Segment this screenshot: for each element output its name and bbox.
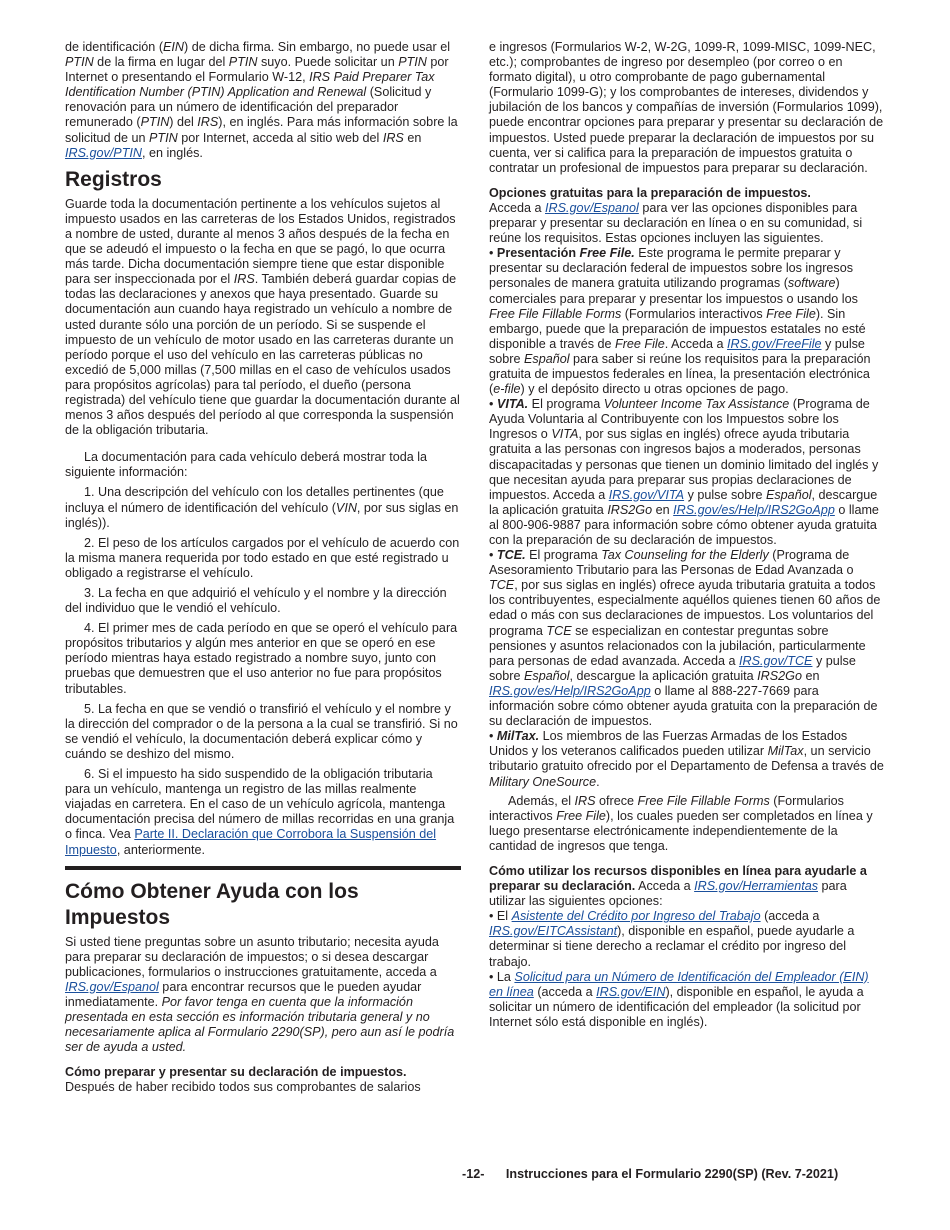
text-run: MilTax [767, 744, 804, 759]
bullet-item [489, 729, 885, 789]
link[interactable]: IRS.gov/EITCAssistant [489, 924, 618, 939]
text-run: de identificación ( [65, 40, 164, 54]
text-run: , por sus siglas en inglés) ofrece ayuda tributaria gratuita a las personas con ingresos bajos a moderados, personas discapacitadas y personas que tienen un dominio limitado del inglés y que necesitan ayuda para preparar sus propias declaraciones de impuestos. Acceda a [489, 427, 879, 502]
text-run: y pulse sobre [684, 487, 766, 502]
text-run: para ver las opciones disponibles para preparar y presentar su declaración en línea o en su comunidad, si reúne los requisitos. Estas opciones incluyen las siguientes. [489, 200, 863, 246]
ayuda-paragraph [65, 935, 461, 1056]
text-run: . [596, 774, 600, 789]
link[interactable]: IRS.gov/PTIN [65, 145, 142, 160]
opciones-paragraph [489, 186, 885, 246]
text-run: , en inglés. [141, 145, 203, 160]
text-run: • La [489, 969, 515, 984]
text-run: ) de dicha firma. Sin embargo, no puede usar el [184, 40, 451, 54]
text-run: IRS [574, 793, 596, 808]
tool-item [489, 909, 885, 969]
text-run: PTIN [149, 130, 178, 145]
list-item [65, 621, 461, 696]
text-run: TCE [546, 623, 572, 638]
text-run: Cómo utilizar los recursos disponibles en línea para ayudarle a preparar su declaración. [489, 863, 867, 894]
link[interactable]: IRS.gov/EIN [596, 984, 666, 999]
text-run: para utilizar las siguientes opciones: [489, 879, 847, 909]
left-column [65, 40, 461, 1096]
ayuda-heading: Cómo Obtener Ayuda con los Impuestos [65, 879, 359, 929]
text-run: VITA [551, 427, 579, 442]
text-run: en [652, 502, 674, 517]
text-run: ) comerciales para preparar y presentar los impuestos o usando los [489, 276, 858, 306]
text-run: VITA. [496, 397, 529, 412]
text-run: Volunteer Income Tax Assistance [603, 397, 790, 412]
text-run: • [489, 729, 497, 744]
list-item [65, 767, 461, 858]
text-run: (Programa de Asesoramiento Tributario para las Personas de Edad Avanzada o [489, 548, 854, 578]
link[interactable]: IRS.gov/Espanol [65, 979, 159, 994]
link[interactable]: IRS.gov/TCE [738, 653, 813, 668]
text-run: Por favor tenga en cuenta que la información presentada en esta sección es información tributaria general y no necesariamente aplica al Formulario 2290(SP), pero aun así le podría ser de ayuda a usted. [65, 994, 455, 1055]
text-run: 2. El peso de los artículos cargados por el vehículo de acuerdo con la misma manera requerida por todo estado en que esté registrado u obligado a registrarse el vehículo. [65, 535, 460, 580]
intro-paragraph [65, 40, 461, 161]
ademas-paragraph [489, 794, 885, 854]
recursos-paragraph [489, 864, 885, 909]
text-run: IRS2Go [757, 668, 802, 683]
text-run: 5. La fecha en que se vendió o transfirió el vehículo y el nombre y la dirección del comprador o de la persona a la cual se transfirió. Si no se vendió el vehículo, la documentación deberá explicar cómo y cuándo se deshizo del mismo. [65, 701, 458, 761]
text-run: IRS2Go [607, 502, 653, 517]
text-run: ofrece [595, 793, 638, 808]
text-run: Free File [766, 306, 816, 321]
text-run: (Formularios interactivos [489, 793, 844, 823]
text-run: (acceda a [533, 984, 597, 999]
text-run: IRS [382, 130, 404, 145]
text-run: La documentación para cada vehículo deberá mostrar toda la siguiente información: [65, 450, 428, 480]
text-run: 6. Si el impuesto ha sido suspendido de la obligación tributaria para un vehículo, mantenga un registro de las millas realmente viajadas en carretera. En el caso de un vehículo agrícola, mantenga documentación precisa del número de millas recorridas en una granja o finca. Vea [65, 767, 455, 842]
text-run: y pulse sobre [489, 653, 856, 683]
text-run: , anteriormente. [116, 842, 206, 857]
list-item [65, 586, 461, 616]
text-run: , descargue la aplicación gratuita [489, 487, 878, 517]
continued-paragraph [489, 40, 885, 176]
link[interactable]: IRS.gov/Herramientas [694, 879, 818, 894]
link[interactable]: Asistente del Crédito por Ingreso del Trabajo [511, 909, 761, 924]
text-run: (acceda a [760, 909, 820, 924]
text-run: Además, el [508, 793, 575, 808]
text-run: y pulse sobre [489, 336, 865, 366]
text-run: , por sus siglas en inglés)). [65, 500, 459, 530]
text-run: por Internet, acceda al sitio web del [177, 130, 383, 145]
text-run: ), disponible en español, le ayuda a solicitar un número de identificación del empleador (la solicitud por Internet sólo está disponible en inglés). [489, 984, 864, 1029]
right-column [489, 40, 885, 1030]
text-run: ), disponible en español, puede ayudarle a determinar si tiene derecho a reclamar el crédito por ingreso del trabajo. [489, 924, 855, 969]
text-run: Free File. [579, 246, 635, 261]
text-run: suyo. Puede solicitar un [257, 55, 399, 70]
link[interactable]: IRS.gov/es/Help/IRS2GoApp [489, 683, 651, 698]
text-run: , por sus siglas en inglés) ofrece ayuda tributaria gratuita a todos los contribuyentes, especialmente aquéllos quienes tienen 60 años de edad o más con sus declaraciones de impuestos. Los voluntarios del programa [489, 578, 881, 638]
text-run: Español [765, 487, 812, 502]
tool-item [489, 970, 885, 1030]
text-run: • [489, 548, 497, 563]
text-run: ) y el depósito directo u otras opciones de pago. [520, 382, 789, 397]
bullet-item [489, 548, 885, 729]
registros-heading: Registros [65, 167, 162, 191]
text-run: (Programa de Ayuda Voluntaria al Contribuyente con los Impuestos sobre los Ingresos o [489, 397, 870, 442]
preparar-paragraph [65, 1065, 461, 1095]
text-run: e-file [493, 382, 521, 397]
text-run: ). Sin embargo, puede que la preparación de impuestos estatales no esté disponible a través de [489, 306, 866, 351]
text-run: • El [489, 909, 512, 924]
form-title: Instrucciones para el Formulario 2290(SP) (Rev. 7-2021) [505, 1167, 839, 1181]
documentation-paragraph [65, 450, 461, 480]
section-divider [65, 866, 461, 870]
text-run: El programa [528, 397, 604, 412]
text-run: en [801, 668, 820, 683]
text-run: (Solicitud y renovación para un número de identificación del preparador remunerado ( [65, 85, 432, 130]
text-run: Si usted tiene preguntas sobre un asunto tributario; necesita ayuda para preparar su declaración de impuestos; o si desea descargar publicaciones, formularios o instrucciones gratuitamente, acceda a [65, 934, 439, 979]
text-run: e ingresos (Formularios W-2, W-2G, 1099-R, 1099-MISC, 1099-NEC, etc.); comprobantes de ingreso por desempleo (por correo o en formato digital), u otro comprobante de pago gubernamental (Formulario 1099-G); y los comprobantes de intereses, dividendos y jubilación de los bancos y compañías de inversión (Formularios 1099), puede encontrar opciones para preparar y presentar su declaración de impuestos. Usted puede preparar la declaración de impuestos por su cuenta, ver si califica para la preparación de impuestos gratuita o contratar un profesional de impuestos para preparar su declaración. [489, 40, 884, 175]
text-run: 4. El primer mes de cada período en que se operó el vehículo para propósitos tributarios y algún mes anterior en que se operó en ese período mientras haya estado registrado a nombre suyo, junto con pruebas que demuestren que el uso anterior no fue para propósitos tributables. [65, 621, 458, 696]
text-run: El programa [525, 548, 602, 563]
text-run: para saber si reúne los requisitos para la preparación gratuita de impuestos federales en línea, la presentación electrónica ( [489, 351, 871, 397]
text-run: Acceda a [489, 200, 546, 215]
bullet-item [489, 246, 885, 397]
text-run: PTIN [398, 55, 427, 70]
text-run: Cómo preparar y presentar su declaración de impuestos. [65, 1065, 407, 1080]
text-run: PTIN [228, 55, 258, 70]
text-run: VIN [335, 500, 357, 515]
list-item [65, 536, 461, 581]
text-run: TCE [489, 578, 515, 593]
text-run: de la firma en lugar del [93, 55, 229, 70]
text-run: se especializan en contestar preguntas sobre pensiones y asuntos relacionados con la jubilación, particularmente para personas de edad avanzada. Acceda a [489, 623, 866, 668]
text-run: Después de haber recibido todos sus comprobantes de salarios [65, 1080, 421, 1095]
text-run: Español [524, 668, 570, 683]
link[interactable]: Solicitud para un Número de Identificación del Empleador (EIN) en línea [489, 969, 869, 999]
text-run: ) del [169, 115, 198, 130]
text-run: (Formularios interactivos [621, 306, 767, 321]
text-run: Tax Counseling for the Elderly [601, 548, 769, 563]
link[interactable]: Parte II. Declaración que Corrobora la Suspensión del Impuesto [65, 827, 437, 857]
text-run: o llame al 888-227-7669 para información sobre cómo obtener ayuda gratuita con la preparación de su declaración de impuestos. [489, 683, 878, 729]
text-run: Free File Fillable Forms [489, 306, 622, 321]
text-run: . Acceda a [664, 336, 728, 351]
text-run: TCE. [496, 548, 526, 563]
text-run: 3. La fecha en que adquirió el vehículo y el nombre y la dirección del individuo que le vendió el vehículo. [65, 586, 447, 616]
text-run: para encontrar recursos que le pueden ayudar inmediatamente. [65, 979, 422, 1009]
text-run: Español [524, 351, 570, 366]
text-run: Free File Fillable Forms [637, 793, 770, 808]
list-item [65, 702, 461, 762]
text-run: en [403, 130, 422, 145]
text-run: ), en inglés. Para más información sobre la solicitud de un [65, 115, 458, 145]
text-run: , un servicio tributario gratuito ofrecido por el Departamento de Defensa a través de [489, 744, 884, 774]
text-run: Presentación [496, 246, 580, 261]
registros-paragraph [65, 197, 461, 439]
text-run: IRS Paid Preparer Tax Identification Number (PTIN) Application and Renewal [65, 70, 435, 100]
text-run: Free File [615, 336, 665, 351]
text-run: PTIN [140, 115, 170, 130]
link[interactable]: IRS.gov/Espanol [545, 200, 639, 215]
text-run: IRS [197, 115, 219, 130]
text-run: • [489, 397, 497, 412]
link[interactable]: IRS.gov/VITA [608, 487, 685, 502]
text-run: Acceda a [635, 879, 695, 894]
bullet-item [489, 397, 885, 548]
text-run: EIN [163, 40, 185, 54]
text-run: o llame al 800-906-9887 para información sobre cómo obtener ayuda gratuita con la preparación de su declaración de impuestos. [489, 502, 879, 547]
text-run: . También deberá guardar copias de todas las declaraciones y anexos que haya presentado. Guarde su documentación aun cuando haya registrado un vehículo a nombre de usted durante sólo una porción de un período. Si se suspende el impuesto de un vehículo de motor usado en las carreteras durante un período porque el uso del vehículo en las carreteras públicas no excedió de 5,000 millas (7,500 millas en el caso de vehículos usados para propósitos agrícolas) para tal período, el dueño (persona registrada) del vehículo tiene que guardar la documentación durante al menos 3 años después del período al que corresponda la suspensión de la obligación tributaria. [65, 272, 460, 438]
text-run: Guarde toda la documentación pertinente a los vehículos sujetos al impuesto usados en las carreteras de los Estados Unidos, registrados a nombre de usted, durante al menos 3 años después de la fecha en que se adeudó el impuesto o la fecha en que se pagó, lo que ocurra más tarde. Dicha documentación siempre tiene que estar disponible para ser inspeccionada por el [65, 196, 456, 287]
text-run: ), los cuales pueden ser completados en línea y luego presentarse electrónicamente independientemente de la cantidad de ingresos que tenga. [489, 808, 873, 853]
link[interactable]: IRS.gov/es/Help/IRS2GoApp [673, 502, 835, 517]
text-run: por Internet o presentando el Formulario W-12, [65, 55, 449, 85]
text-run: 1. Una descripción del vehículo con los detalles pertinentes (que incluya el número de identificación del vehículo ( [65, 485, 444, 515]
page-footer [462, 1167, 892, 1181]
text-run: , descargue la aplicación gratuita [569, 668, 758, 683]
text-run: Este programa le permite preparar y presentar su declaración federal de impuestos sobre los ingresos personales de manera gratuita utilizando programas ( [489, 246, 854, 291]
text-run: • [489, 246, 497, 261]
text-run: Free File [556, 808, 606, 823]
page-number: -12- [462, 1167, 485, 1181]
text-run: IRS [233, 272, 255, 287]
text-run: Military OneSource [489, 774, 597, 789]
text-run: software [787, 276, 836, 291]
text-run: MilTax. [496, 729, 540, 744]
text-run: Los miembros de las Fuerzas Armadas de los Estados Unidos y los veteranos calificados pueden utilizar [489, 729, 848, 759]
link[interactable]: IRS.gov/FreeFile [727, 336, 822, 351]
list-item [65, 485, 461, 530]
text-run: PTIN [65, 55, 94, 70]
text-run: Opciones gratuitas para la preparación de impuestos. [489, 185, 811, 200]
